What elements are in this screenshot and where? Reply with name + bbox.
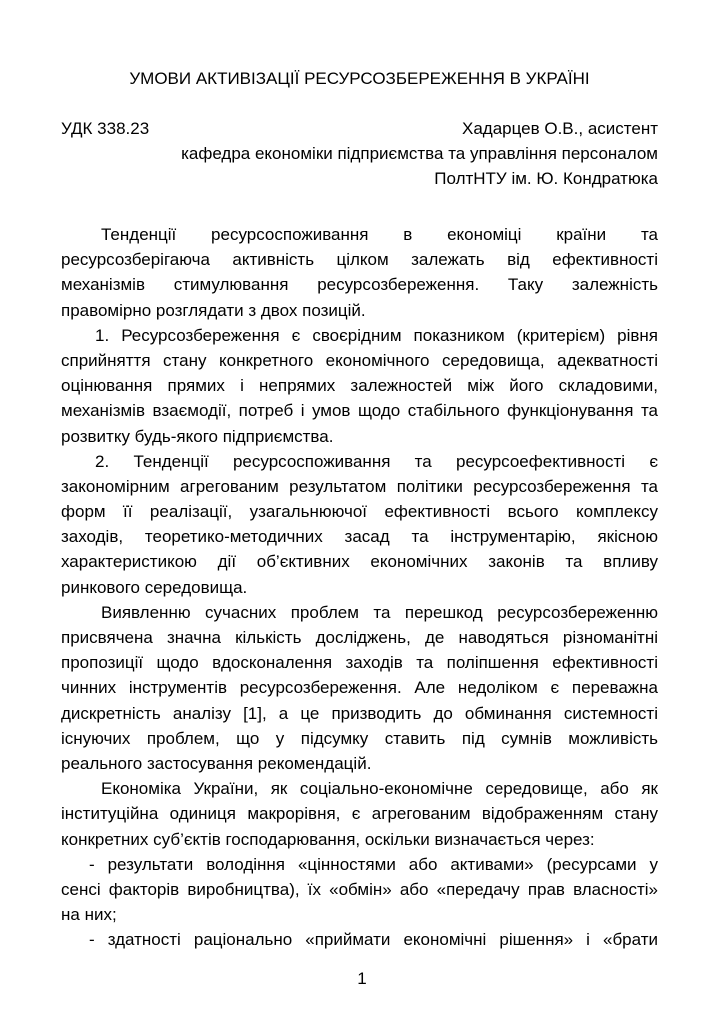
paragraph-line: пропозиції щодо вдосконалення заходів та поліпшення ефективності — [61, 653, 658, 673]
paragraph — [61, 600, 658, 776]
paragraph — [61, 222, 658, 323]
paragraph-line: оцінювання прямих і непрямих залежностей між його складовими, — [61, 376, 658, 396]
paragraph-line: сенсі факторів виробництва), їх «обмін» або «передачу прав власності» — [61, 879, 658, 899]
paragraph-line: реального застосування рекомендацій. — [61, 753, 372, 773]
paragraph-line: механізмів взаємодії, потреб і умов щодо стабільного функціонування та — [61, 401, 658, 421]
paragraph-line: Тенденції ресурсоспоживання в економіці країни та — [101, 225, 658, 244]
paragraph — [61, 776, 658, 852]
meta-row — [61, 116, 658, 141]
paragraph-line: заходів, теоретико-методичних засад та інструментарію, якісною — [61, 527, 658, 547]
paragraph-line: 1. Ресурсозбереження є своєрідним показником (критерієм) рівня — [95, 325, 658, 345]
paragraph-line: ресурсозберігаюча активність цілком залежать від ефективності — [61, 250, 658, 270]
paragraph — [61, 323, 658, 449]
paragraph-line: закономірним агрегованим результатом політики ресурсозбереження та — [61, 476, 658, 496]
paragraph-line: на них; — [61, 905, 117, 925]
paragraph-line: - результати володіння «цінностями або активами» (ресурсами у — [89, 854, 658, 874]
paragraph-line: - здатності раціонально «приймати економічні рішення» і «брати — [89, 930, 658, 950]
paragraph-line: Економіка України, як соціально-економічне середовище, або як — [101, 779, 658, 799]
author-department: кафедра економіки підприємства та управління персоналом — [181, 144, 658, 163]
paragraph-line: чинних інструментів ресурсозбереження. Але недоліком є переважна — [61, 678, 658, 698]
paragraph-line: Виявленню сучасних проблем та перешкод ресурсозбереженню — [101, 602, 658, 622]
page-number: 1 — [357, 969, 367, 988]
document-content — [61, 66, 658, 952]
udk-code: УДК 338.23 — [61, 119, 150, 138]
paragraph — [61, 927, 658, 952]
paragraph-line: інституційна одиниця макрорівня, є агрегованим відображенням стану — [61, 804, 658, 824]
paragraph — [61, 449, 658, 600]
paragraph-line: ринкового середовища. — [61, 577, 248, 597]
paragraph-line: правомірно розглядати з двох позицій. — [61, 300, 366, 320]
paragraph — [61, 852, 658, 928]
body-paragraphs — [61, 222, 658, 952]
paragraph-line: дискретність аналізу [1], а це призводить до обминання системності — [61, 703, 658, 723]
paragraph-line: конкретних суб’єктів господарювання, оскільки визначається через: — [61, 829, 595, 849]
paragraph-line: форм її реалізації, узагальнюючої ефективності всього комплексу — [61, 502, 658, 522]
paragraph-line: характеристикою дії об’єктивних економічних законів та впливу — [61, 552, 658, 572]
author-name: Хадарцев О.В., асистент — [461, 119, 658, 138]
paragraph-line: присвячена значна кількість досліджень, де наводяться різноманітні — [61, 628, 658, 647]
paragraph-line: сприйняття стану конкретного економічного середовища, адекватності — [61, 350, 658, 370]
paragraph-line: існуючих проблем, що у підсумку ставить під сумнів можливість — [61, 728, 658, 748]
paragraph-line: розвитку будь-якого підприємства. — [61, 426, 334, 446]
document-title: УМОВИ АКТИВІЗАЦІЇ РЕСУРСОЗБЕРЕЖЕННЯ В УКРАЇНІ — [129, 69, 590, 88]
author-university: ПолтНТУ ім. Ю. Кондратюка — [434, 169, 658, 188]
paragraph-line: 2. Тенденції ресурсоспоживання та ресурсоефективності є — [95, 451, 658, 471]
paragraph-line: механізмів стимулювання ресурсозбереження. Таку залежність — [61, 275, 658, 295]
